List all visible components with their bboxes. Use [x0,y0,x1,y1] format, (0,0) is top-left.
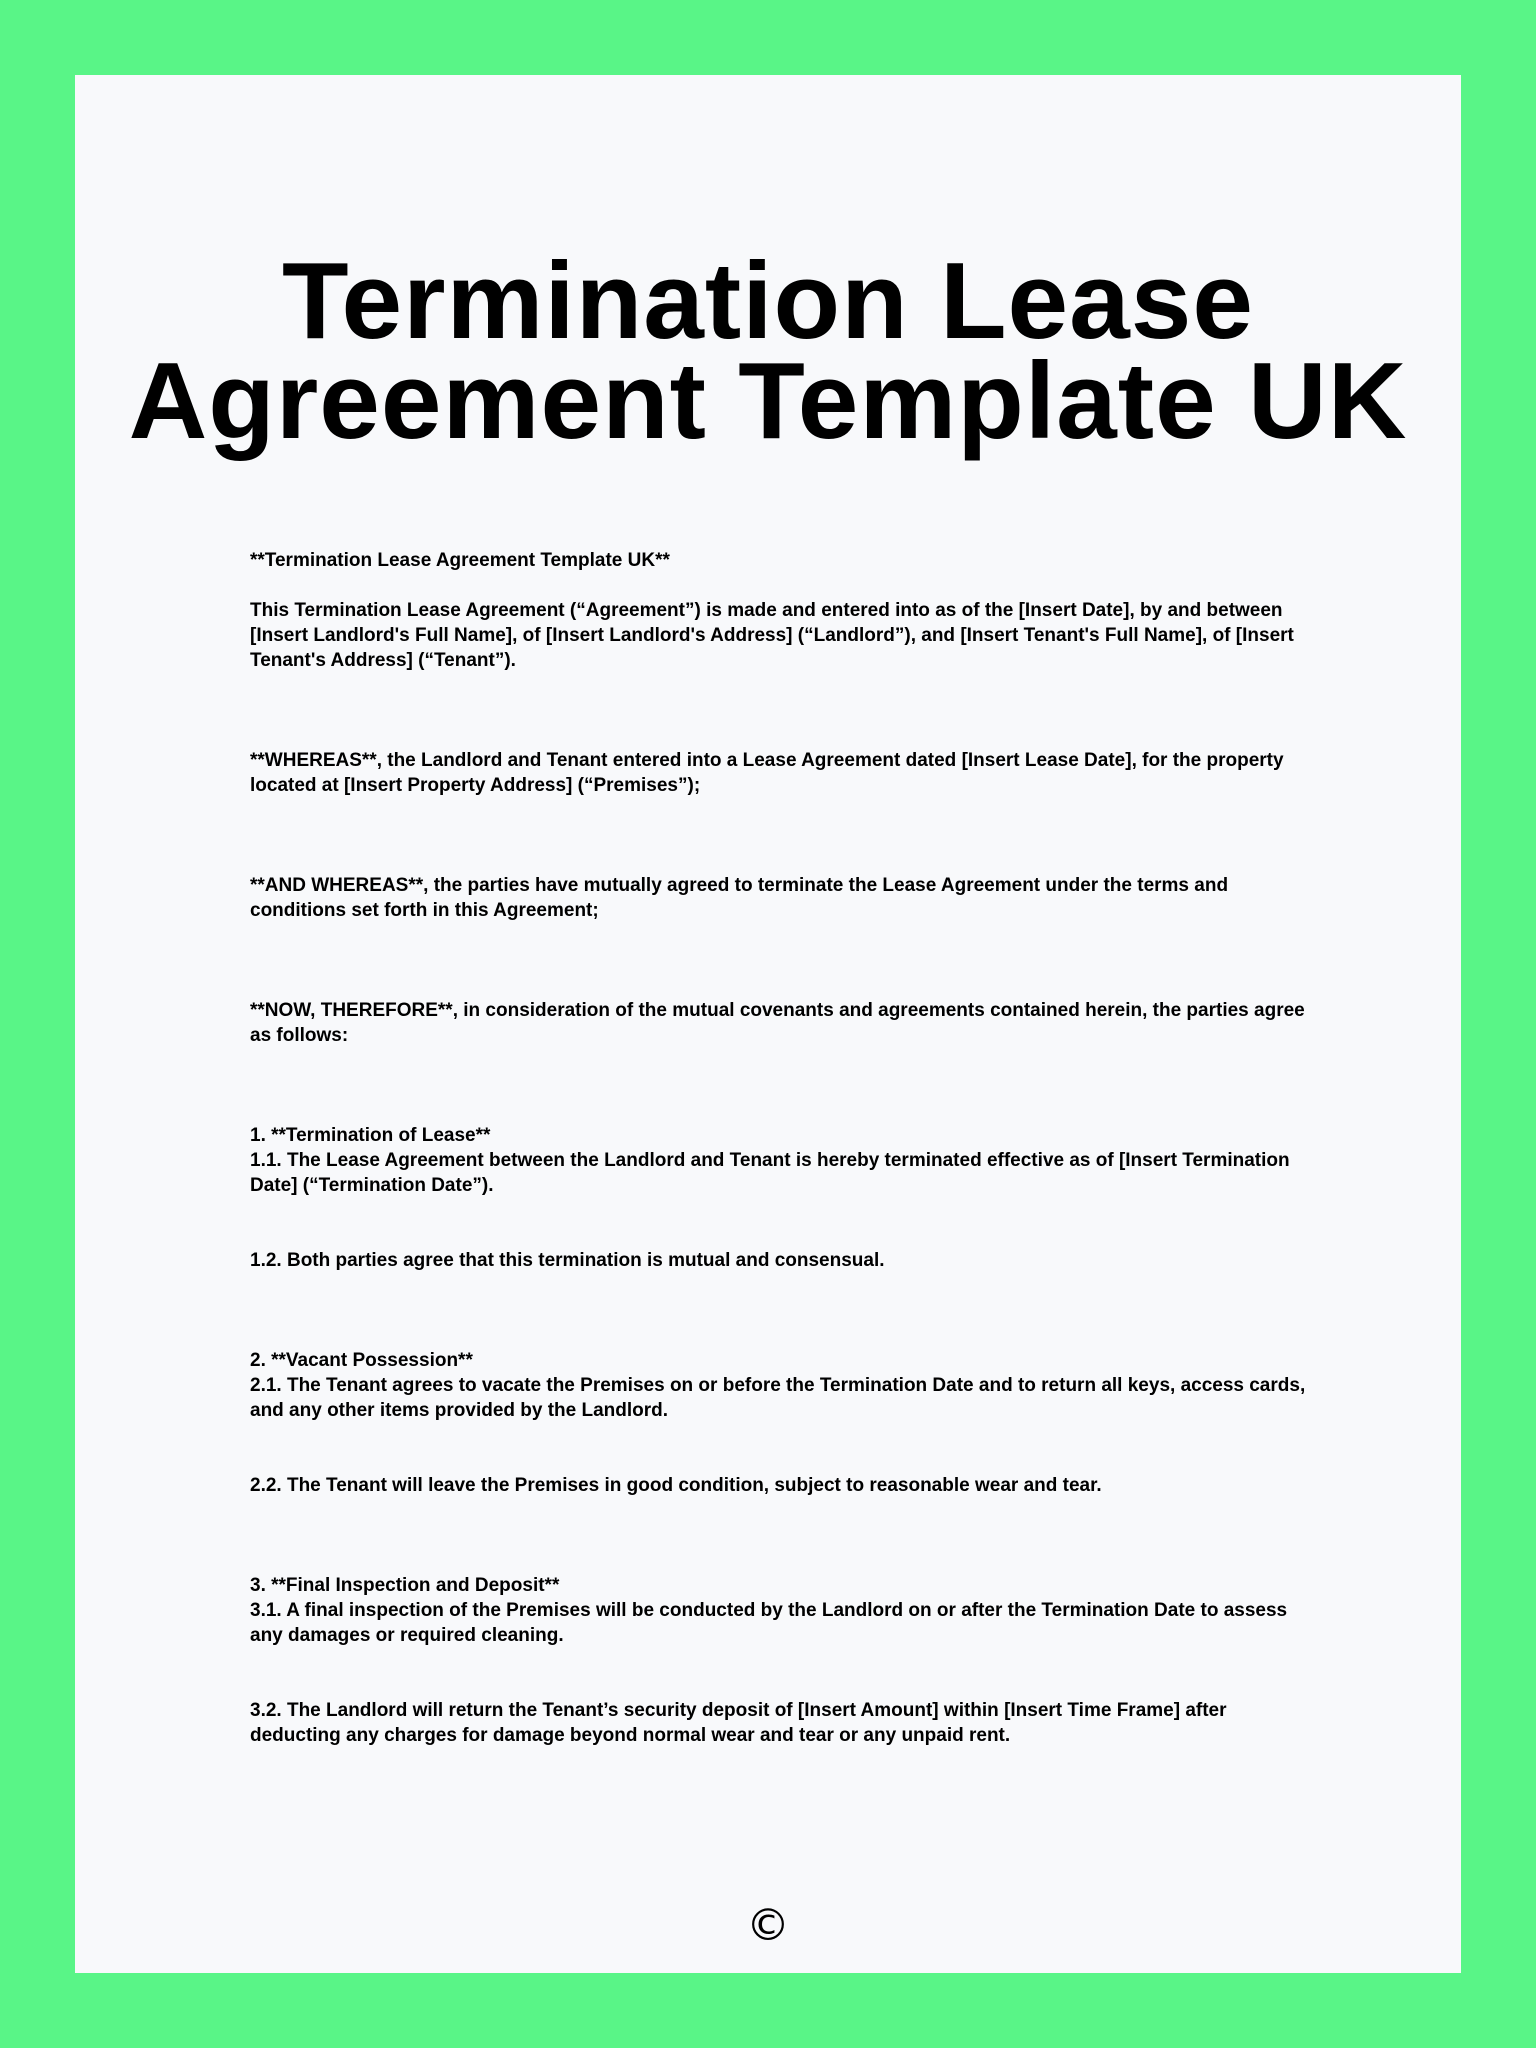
section-3-1: 3.1. A final inspection of the Premises will be conducted by the Landlord on or after the Termination Date to assess any damages or required cleaning. [250,1600,1288,1646]
section-1-title: 1. **Termination of Lease** [250,1125,491,1146]
section-2-1: 2.1. The Tenant agrees to vacate the Premises on or before the Termination Date and to return all keys, access cards, and any other items provided by the Landlord. [250,1375,1306,1421]
whereas-clause-1: **WHEREAS**, the Landlord and Tenant entered into a Lease Agreement dated [Insert Lease Date], for the property located at [Insert Property Address] (“Premises”); [250,750,1284,796]
section-3-2: 3.2. The Landlord will return the Tenant’s security deposit of [Insert Amount] within [Insert Time Frame] after deducting any charges for damage beyond normal wear and tear or any unpaid rent. [250,1700,1227,1746]
whereas-clause-2: **AND WHEREAS**, the parties have mutually agreed to terminate the Lease Agreement under the terms and conditions set forth in this Agreement; [250,875,1229,921]
section-2-title: 2. **Vacant Possession** [250,1350,473,1371]
intro-paragraph: This Termination Lease Agreement (“Agreement”) is made and entered into as of the [Insert Date], by and between [Insert Landlord's Full Name], of [Insert Landlord's Address] (“Landlord”), and [Insert Tenant's Full Name], of [Insert Tenant's Address] (“Tenant”). [250,600,1294,671]
document-title [75,240,1461,462]
title-line-1: Termination Lease [281,240,1255,362]
body-heading: **Termination Lease Agreement Template UK** [250,550,670,571]
section-2-2: 2.2. The Tenant will leave the Premises in good condition, subject to reasonable wear and tear. [250,1475,1102,1496]
document-body [250,548,1310,1748]
section-3-title: 3. **Final Inspection and Deposit** [250,1575,560,1596]
copyright-icon: © [746,1900,790,1951]
document-page [75,75,1461,1973]
section-1-1: 1.1. The Lease Agreement between the Landlord and Tenant is hereby terminated effective as of [Insert Termination Date] (“Termination Date”). [250,1150,1290,1196]
section-1-2: 1.2. Both parties agree that this termination is mutual and consensual. [250,1250,885,1271]
title-line-2: Agreement Template UK [128,340,1408,462]
now-therefore-clause: **NOW, THEREFORE**, in consideration of the mutual covenants and agreements contained herein, the parties agree as follows: [250,1000,1305,1046]
